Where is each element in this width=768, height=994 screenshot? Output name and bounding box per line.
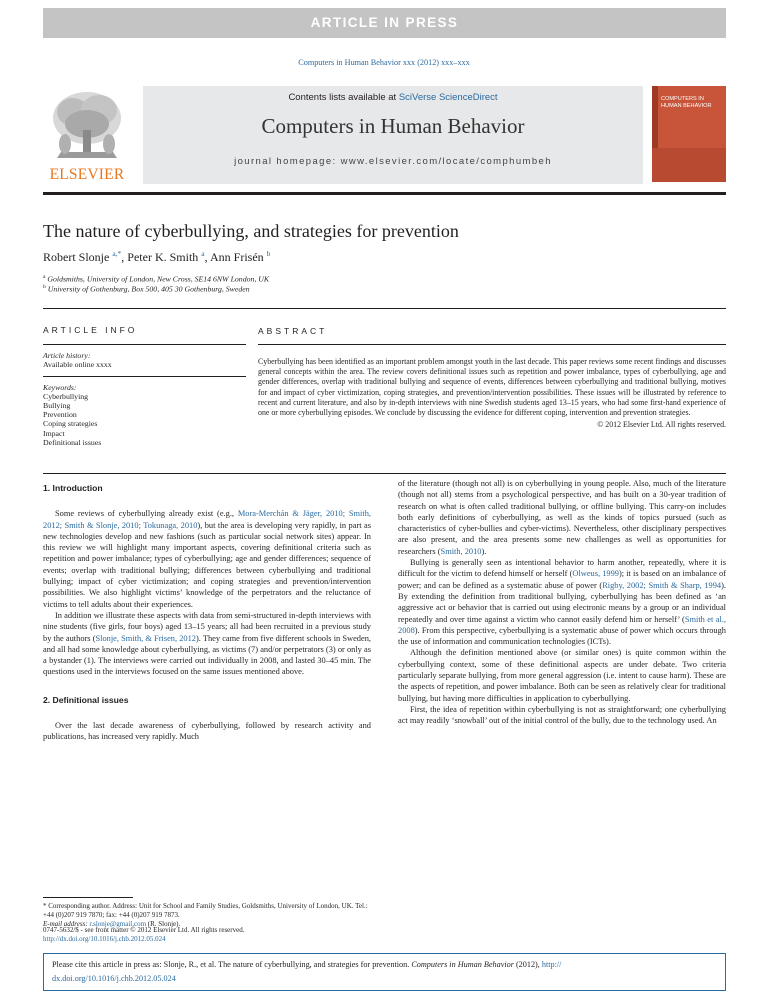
- affiliation: $^b$ University of Gothenburg, Box 500, 405 30 Gothenburg, Sweden: [43, 284, 250, 294]
- journal-cover: [652, 86, 726, 182]
- article-in-press-banner: ARTICLE IN PRESS: [43, 8, 726, 38]
- author-marks[interactable]: a: [201, 249, 205, 258]
- keyword: Impact: [43, 428, 65, 438]
- reference-link[interactable]: Rigby, 2002; Smith & Sharp, 1994: [602, 580, 722, 590]
- section-heading: 2. Definitional issues: [43, 694, 129, 705]
- issn-line: 0747-5632/$ - see front matter © 2012 Elsevier Ltd. All rights reserved. http://dx.doi.org/10.1016/j.chb.2012.05.024: [43, 926, 726, 944]
- paragraph: Bullying is generally seen as intentional behavior to harm another, repeatedly, where it is difficult for the victim to defend himself or herself (Olweus, 1999); it is based on an imbalance of power; and can be defined as a systematic abuse of power (Rigby, 2002; Smith & Sharp, 1994). By extending the definition from traditional bullying, cyberbullying has been defined as ‘an aggressive act or behavior that is carried out using electronic means by a group or an individual repeatedly and over time against a victim who cannot easily defend him or herself’ (Smith et al., 2008). From this perspective, cyberbullying is a systematic abuse of power which occurs through the use of information and communication technologies (ICTs).: [398, 558, 727, 647]
- reference-link[interactable]: Smith, 2010: [440, 546, 482, 556]
- keywords-label: Keywords:: [43, 382, 77, 392]
- reference-link[interactable]: Smith et al., 2008: [398, 614, 726, 635]
- paragraph: of the literature (though not all) is on cyberbullying in young people. Also, much of the literature (though not all) stems from a psychological perspective, and has built on a 30-year tradition of research on what is often called traditional bullying, or offline bullying. This carry-on includes both early definitions of cyberbullying, as well as the kinds of topics pursued (such as characteristics of cyber-bullies and cyber-victims). Nevertheless, other disciplinary perspectives are also present, and the area presents some new challenges as well as opportunities for researchers (Smith, 2010).: [398, 479, 726, 556]
- affiliation: $^a$ Goldsmiths, University of London, New Cross, SE14 6NW London, UK: [43, 274, 270, 284]
- abstract-text: Cyberbullying has been identified as an important problem amongst youth in the last decade. This paper reviews some recent findings and discusses general concepts within the area. The review covers definitional issues such as repetition and power imbalance, types of cyberbullying, age and gender differences, overlap with traditional bullying and sequence of events, differences between cyberbullying and traditional bullying, motives for and impact of cyber victimization, coping strategies, and prevention/intervention possibilities. These issues will be illustrated by reference to recent and current literature, and also by in-depth interviews with nine Swedish students aged 13–15 years, who had some first-hand experience of one or more cyberbullying episodes. We conclude by discussing the evidence for different coping, intervention and prevention strategies.: [258, 357, 726, 418]
- keyword: Cyberbullying: [43, 391, 89, 401]
- citation-box: Please cite this article in press as: Slonje, R., et al. The nature of cyberbullying, and strategies for prevention. Computers in Human Behavior (2012), http:// dx.doi.org/10.1016/j.chb.2012.05.024: [43, 953, 726, 991]
- author-list: Robert Slonje $^{a,*}$, Peter K. Smith $^a$, Ann Frisén $^b$: [43, 249, 271, 264]
- abstract-heading: ABSTRACT: [258, 326, 328, 336]
- keyword: Bullying: [43, 401, 71, 411]
- copyright-notice: © 2012 Elsevier Ltd. All rights reserved.: [597, 420, 726, 430]
- journal-homepage[interactable]: journal homepage: www.elsevier.com/locate/comphumbeh: [234, 156, 552, 167]
- paragraph: In addition we illustrate these aspects with data from semi-structured in-depth interviews with nine students (five girls, four boys) aged 13–15 years; all had been recruited in a previous study by the authors (Slonje, Smith, & Frisen, 2012). They came from five different schools in Sweden, and all had some knowledge about cyberbullying, as victims (7) and/or perpetrators (3) or only as a bystander (1). The interviews were carried out individually in 2008, and lasted 30–45 min. The questions used in the interviews focused on the same issues mentioned above.: [43, 610, 371, 677]
- paragraph: Some reviews of cyberbullying already exist (e.g., Mora-Merchán & Jäger, 2010; Smith, 2012; Smith & Slonje, 2010; Tokunaga, 2010), but the area is developing very rapidly, in part as new technologies develop and new fashions (such as particular social network sites) appear. In this review we will highlight many important aspects, covering definitional criteria such as repetition and power imbalance; types of cyberbullying; age and gender differences; sequence of events; overlap with traditional bullying; differences between cyberbullying and traditional bullying; impact of cyber victimization; and coping strategies and prevention/intervention possibilities. We also highlight victims’ knowledge of the perpetrators and the reluctance of victims to tell adults about their experiences.: [43, 509, 371, 609]
- reference-link[interactable]: Olweus, 1999: [572, 569, 619, 579]
- header-rule: [43, 192, 726, 195]
- reference-link[interactable]: Mora-Merchán & Jäger, 2010; Smith, 2012; Smith & Slonje, 2010; Tokunaga, 2010: [43, 509, 371, 530]
- publisher-wordmark: ELSEVIER: [49, 166, 125, 183]
- author-marks[interactable]: b: [266, 249, 271, 258]
- paragraph: Although the definition mentioned above (or similar ones) is quite common within the cyberbullying context, some of these definitional aspects are under debate. Two criteria particularly separate bullying, from more general aggression (i.e. intent to cause harm). These are the aspects of repetition, and power imbalance. Both can be seen as relatively clear for traditional bullying, but having more difficulties in application to cyberbullying.: [398, 648, 726, 703]
- keyword: Prevention: [43, 410, 77, 420]
- abstract: [258, 326, 726, 429]
- divider: [43, 473, 726, 474]
- journal-citation[interactable]: Computers in Human Behavior xxx (2012) xxx–xxx: [298, 58, 470, 67]
- citation-doi-link[interactable]: http://: [541, 960, 562, 969]
- reference-link[interactable]: Slonje, Smith, & Frisen, 2012: [95, 633, 196, 643]
- cover-title: COMPUTERS IN HUMAN BEHAVIOR: [661, 96, 712, 109]
- history-value: Available online xxxx: [43, 360, 112, 370]
- history-label: Article history:: [43, 351, 91, 361]
- doi-link[interactable]: http://dx.doi.org/10.1016/j.chb.2012.05.024: [43, 935, 166, 943]
- body-column-right: [398, 478, 726, 727]
- article-info-heading: ARTICLE INFO: [43, 325, 138, 335]
- email-link[interactable]: r.slonje@gmail.com: [89, 920, 147, 928]
- author-name: Peter K. Smith: [127, 250, 199, 264]
- paragraph: First, the idea of repetition within cyberbullying is not as straightforward; one cyberbullying act may readily ‘snowball’ out of the initial control of the bully, due to the technology used. An: [398, 704, 726, 726]
- author-name: Robert Slonje: [43, 250, 110, 264]
- journal-header-box: [143, 86, 643, 184]
- masthead: [43, 86, 726, 184]
- paragraph: Over the last decade awareness of cyberbullying, followed by research activity and publications, has increased very rapidly. Much: [43, 721, 371, 742]
- article-info: [43, 326, 246, 447]
- author-marks[interactable]: a,*: [112, 249, 122, 258]
- corresponding-author-footnote: * Corresponding author. Address: Unit for School and Family Studies, Goldsmiths, University of London, UK. Tel.: +44 (0)207 919 7870; fax: +44 (0)207 919 7873. E-mail address: r.slonje@gmail.com (R. Slonje).: [43, 902, 368, 928]
- author-name: Ann Frisén: [209, 250, 264, 264]
- sciencedirect-link[interactable]: SciVerse ScienceDirect: [398, 92, 498, 103]
- section-heading: 1. Introduction: [43, 483, 103, 493]
- footnote-rule: [43, 897, 133, 898]
- keyword: Coping strategies: [43, 419, 98, 429]
- elsevier-tree-icon: [43, 86, 131, 166]
- contents-line: Contents lists available at SciVerse ScienceDirect: [288, 92, 498, 103]
- keyword: Definitional issues: [43, 437, 102, 447]
- body-column-left: [43, 483, 371, 743]
- article-title: The nature of cyberbullying, and strategies for prevention: [43, 221, 459, 241]
- divider: [43, 308, 726, 309]
- elsevier-tree-logo: [43, 86, 131, 182]
- journal-name: Computers in Human Behavior: [261, 114, 525, 138]
- citation-doi-link[interactable]: dx.doi.org/10.1016/j.chb.2012.05.024: [52, 974, 176, 983]
